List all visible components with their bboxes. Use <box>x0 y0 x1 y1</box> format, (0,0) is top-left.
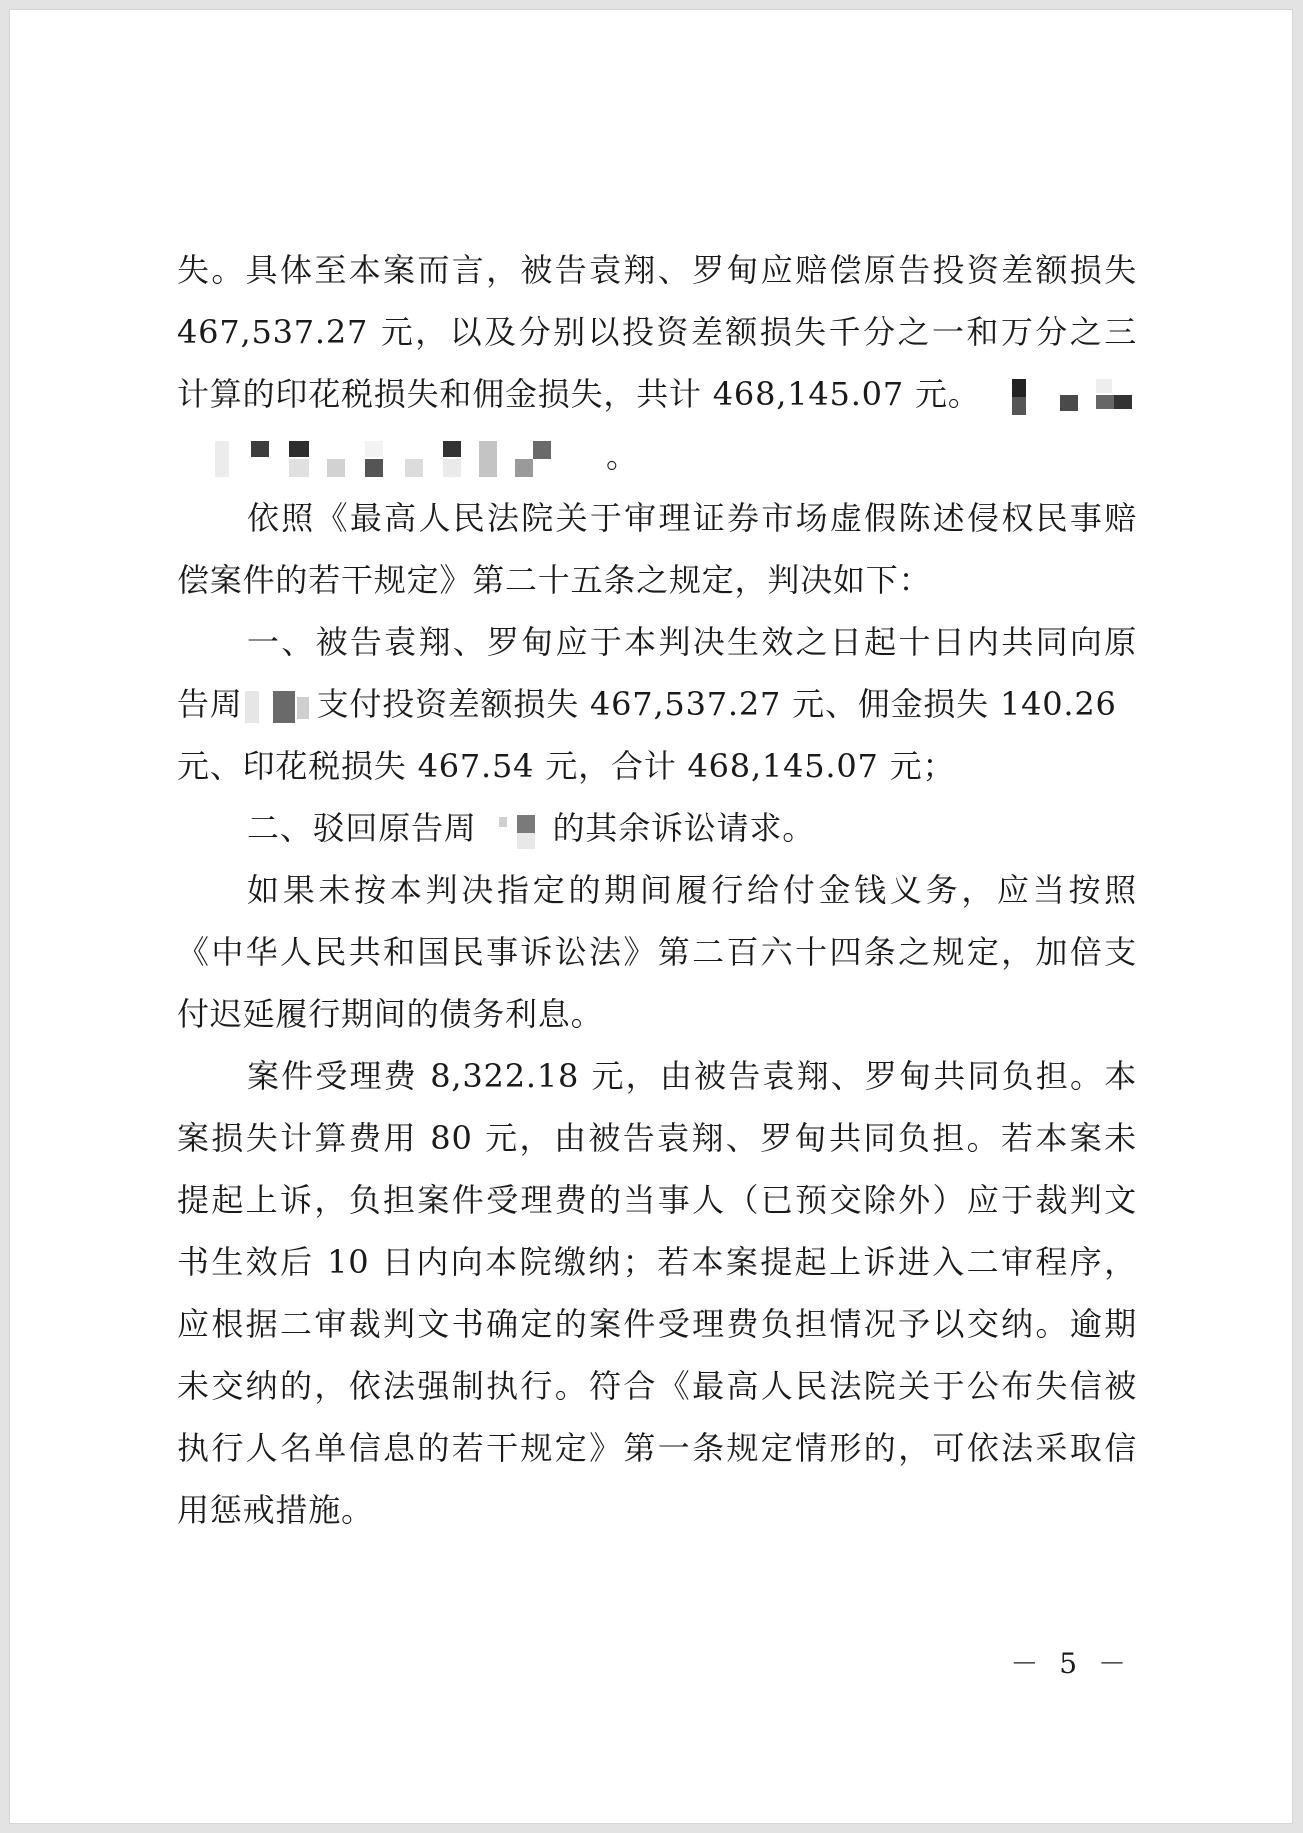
text-line-19: 未交纳的，依法强制执行。符合《最高人民法院关于公布失信被 <box>177 1367 1137 1405</box>
text-line-20: 执行人名单信息的若干规定》第一条规定情形的，可依法采取信 <box>177 1429 1137 1467</box>
text-line-13: 付迟延履行期间的债务利息。 <box>177 995 604 1033</box>
text-line-9: 元、印花税损失 467.54 元，合计 468,145.07 元； <box>177 747 956 785</box>
text-line-4-text: 。 <box>605 437 639 475</box>
page-number: － 5 － <box>1010 1647 1132 1680</box>
text-line-7: 一、被告袁翔、罗甸应于本判决生效之日起十日内共同向原 <box>247 623 1137 661</box>
text-line-3 <box>177 374 1132 417</box>
document-page <box>10 10 1292 1823</box>
text-line-10-text: 的其余诉讼请求。 <box>552 809 816 847</box>
text-line-5: 依照《最高人民法院关于审理证券市场虚假陈述侵权民事赔 <box>247 499 1137 537</box>
redaction-mosaic <box>477 811 553 851</box>
redaction-mosaic <box>992 377 1132 417</box>
text-line-4 <box>215 436 639 479</box>
text-line-6: 偿案件的若干规定》第二十五条之规定，判决如下： <box>177 561 932 599</box>
text-line-11: 如果未按本判决指定的期间履行给付金钱义务，应当按照 <box>247 871 1137 909</box>
text-line-8-text: 支付投资差额损失 467,537.27 元、佣金损失 140.26 <box>316 685 1117 723</box>
text-line-3-text: 计算的印花税损失和佣金损失，共计 468,145.07 元。 <box>177 375 981 413</box>
text-line-21: 用惩戒措施。 <box>177 1491 374 1529</box>
plaintiff-name-prefix: 告周 <box>177 685 243 723</box>
redaction-mosaic <box>243 687 317 727</box>
text-line-16: 提起上诉，负担案件受理费的当事人（已预交除外）应于裁判文 <box>177 1181 1137 1219</box>
text-line-1: 失。具体至本案而言，被告袁翔、罗甸应赔偿原告投资差额损失 <box>177 251 1137 289</box>
text-line-10-prefix: 二、驳回原告周 <box>247 809 477 847</box>
text-line-12: 《中华人民共和国民事诉讼法》第二百六十四条之规定，加倍支 <box>177 933 1137 971</box>
text-line-17: 书生效后 10 日内向本院缴纳；若本案提起上诉进入二审程序， <box>177 1243 1137 1281</box>
text-line-2: 467,537.27 元，以及分别以投资差额损失千分之一和万分之三 <box>177 313 1137 351</box>
text-line-18: 应根据二审裁判文书确定的案件受理费负担情况予以交纳。逾期 <box>177 1305 1137 1343</box>
redaction-mosaic <box>215 439 595 479</box>
text-line-8 <box>177 684 1117 727</box>
text-line-15: 案损失计算费用 80 元，由被告袁翔、罗甸共同负担。若本案未 <box>177 1119 1137 1157</box>
text-line-14: 案件受理费 8,322.18 元，由被告袁翔、罗甸共同负担。本 <box>247 1057 1137 1095</box>
text-line-10 <box>247 808 815 851</box>
